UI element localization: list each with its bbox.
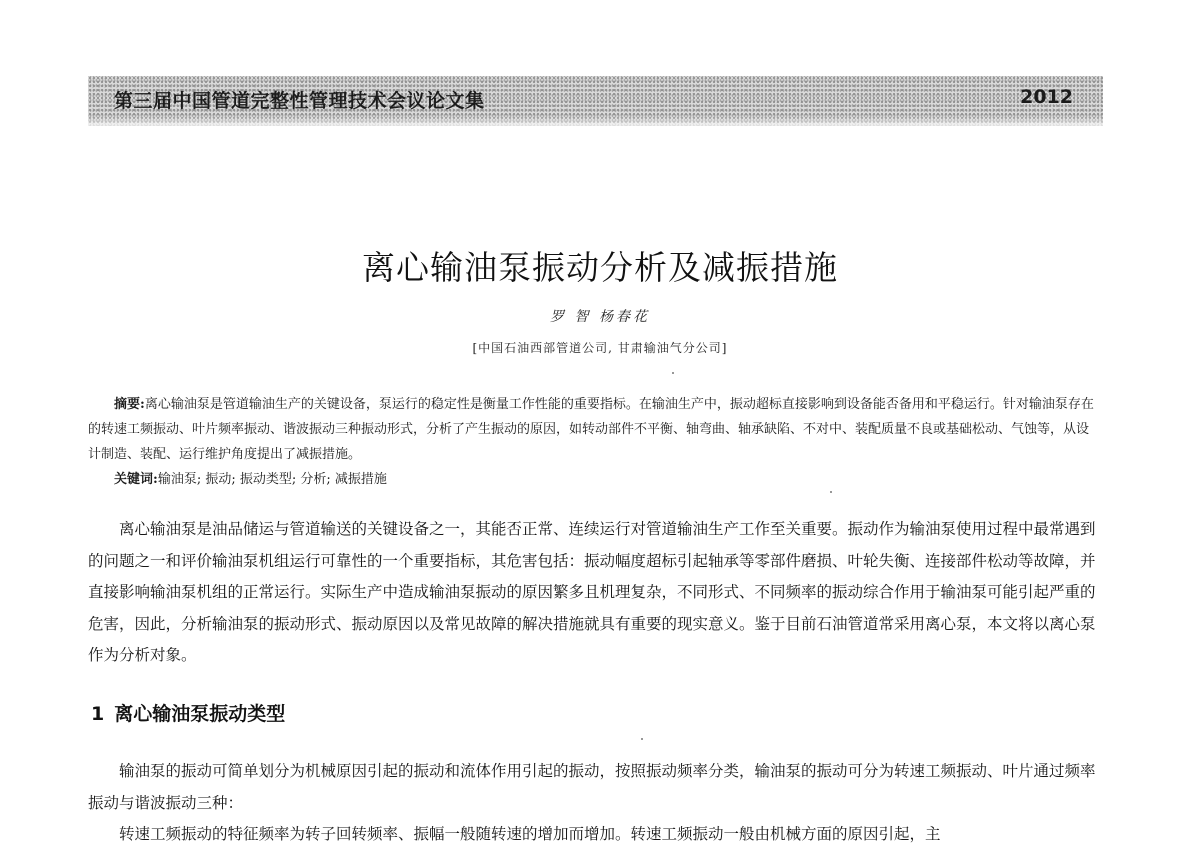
keywords-label: 关键词:: [114, 472, 158, 487]
running-header: [88, 76, 1103, 126]
section-title: 离心输油泵振动类型: [114, 703, 286, 725]
scan-speck: [672, 372, 674, 374]
keywords-line: [88, 467, 1100, 492]
keywords-text: 输油泵; 振动; 振动类型; 分析; 减振措施: [157, 472, 387, 487]
proceedings-title: 第三届中国管道完整性管理技术会议论文集: [114, 90, 485, 112]
abstract-label: 摘要:: [114, 397, 145, 412]
section1-paragraph-2: 转速工频振动的特征频率为转子回转频率、振幅一般随转速的增加而增加。转速工频振动一般由机械方面的原因引起，主: [119, 825, 941, 843]
authors: 罗 智 杨春花: [550, 309, 650, 325]
scan-speck: [830, 491, 832, 493]
proceedings-year: 2012: [1020, 86, 1073, 108]
scan-speck: [641, 738, 643, 740]
abstract-block: [88, 392, 1100, 492]
abstract-text: 离心输油泵是管道输油生产的关键设备，泵运行的稳定性是衡量工作性能的重要指标。在输油生产中，振动超标直接影响到设备能否备用和平稳运行。针对输油泵存在的转速工频振动、叶片频率振动、谐波振动三种振动形式，分析了产生振动的原因，如转动部件不平衡、轴弯曲、轴承缺陷、不对中、装配质量不良或基础松动、气蚀等，从设计制造、装配、运行维护角度提出了减振措施。: [88, 397, 1094, 462]
section-heading: [91, 699, 285, 726]
section-number: 1: [91, 703, 105, 725]
affiliation: [中国石油西部管道公司, 甘肃输油气分公司]: [472, 341, 728, 355]
abstract-paragraph: [88, 392, 1100, 467]
section1-paragraph-1: 输油泵的振动可简单划分为机械原因引起的振动和流体作用引起的振动，按照振动频率分类，输油泵的振动可分为转速工频振动、叶片通过频率振动与谐波振动三种：: [88, 762, 1096, 812]
intro-paragraph: 离心输油泵是油品储运与管道输送的关键设备之一，其能否正常、连续运行对管道输油生产工作至关重要。振动作为输油泵使用过程中最常遇到的问题之一和评价输油泵机组运行可靠性的一个重要指标，其危害包括：振动幅度超标引起轴承等零部件磨损、叶轮失衡、连接部件松动等故障，并直接影响输油泵机组的正常运行。实际生产中造成输油泵振动的原因繁多且机理复杂，不同形式、不同频率的振动综合作用于输油泵可能引起严重的危害，因此，分析输油泵的振动形式、振动原因以及常见故障的解决措施就具有重要的现实意义。鉴于目前石油管道常采用离心泵，本文将以离心泵作为分析对象。: [88, 520, 1096, 664]
paper-title: 离心输油泵振动分析及减振措施: [362, 248, 838, 287]
